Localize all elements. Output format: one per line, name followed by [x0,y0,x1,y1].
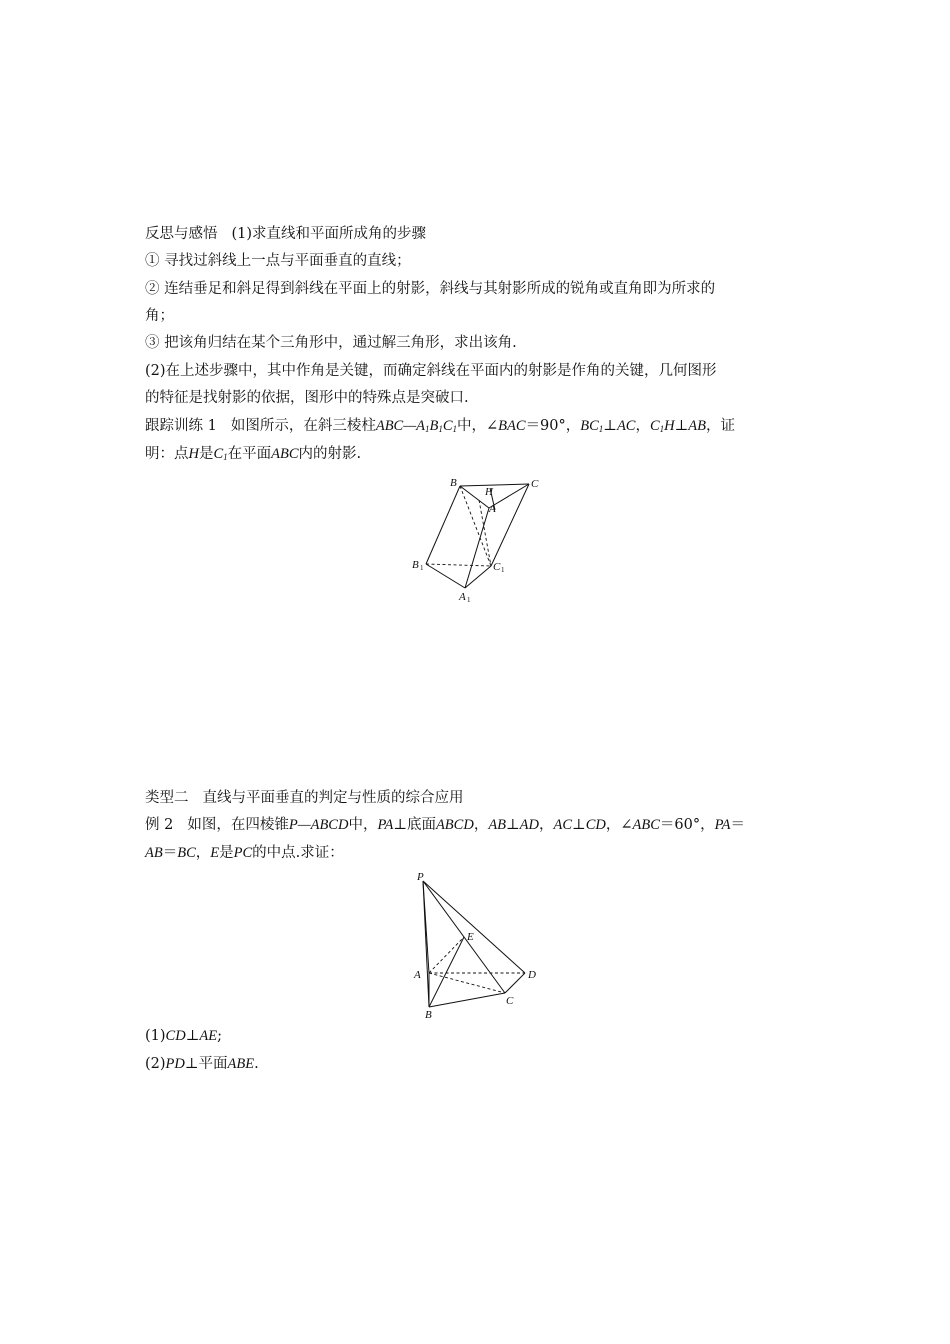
training-line1 [145,416,735,439]
label-B1-sub: 1 [420,564,424,572]
reflection-step2-line1: ② 连结垂足和斜足得到斜线在平面上的射影，斜线与其射影所成的锐角或直角即为所求的 [145,281,716,297]
training-text: 如图所示，在斜三棱柱 [230,418,376,434]
edge-aa1 [465,508,489,588]
example-text: 中， [348,817,378,833]
example-text: ， [539,817,554,833]
angle-name: ABC [632,817,660,833]
training-text: 内的射影. [298,446,362,462]
segment-name: CD [585,817,606,833]
punctuation: . [254,1056,259,1072]
subscript: 1 [659,424,665,434]
example-text: 是 [219,845,234,861]
type2-heading: 类型二 [145,790,189,806]
segment-name: BC [177,845,196,861]
reflection-point2-line1: (2)在上述步骤中，其中作角是关键，而确定斜线在平面内的射影是作角的关键，几何图形 [145,363,717,379]
training-text: 明：点 [145,446,189,462]
label-B1: B [412,559,419,571]
training-label: 跟踪训练 1 [145,418,217,434]
plane-name: ABE [227,1056,255,1072]
segment-name: PA [377,817,394,833]
edge-cc1 [491,484,529,566]
example-text: ＝ [730,817,745,833]
segment-name: AE [199,1028,218,1044]
edge-bb1 [426,486,460,564]
training-text: 中，∠ [457,418,499,434]
training-text: 是 [198,446,214,462]
example-text: ＝60°， [659,817,715,833]
question-number: (2) [145,1056,166,1072]
vertex-label: C [442,418,453,434]
edge-pb [423,881,429,1007]
label-P: P [417,871,424,883]
vertex-label: C [649,418,660,434]
example2-label: 例 2 [145,817,174,833]
subscript: 1 [598,424,604,434]
perp-symbol: ⊥ [506,817,520,833]
segment-name: AD [519,817,540,833]
vertex-label: B [429,418,439,434]
subscript: 1 [438,424,443,434]
example-text: ， [473,817,489,833]
segment-name: PA [714,817,731,833]
segment-name: AC [553,817,573,833]
segment-name: BC [580,418,599,434]
prism-name: ABC—A [375,418,425,434]
label-A1: A [459,591,466,603]
edge-b1a1 [426,564,465,588]
edge-bc [460,484,529,486]
reflection-step1: ① 寻找过斜线上一点与平面垂直的直线； [145,253,411,269]
hidden-edge-ae [429,937,464,973]
perp-symbol: ⊥ [185,1028,200,1044]
plane-name: ABCD [435,817,474,833]
label-H: H [485,486,493,498]
label-C: C [506,995,514,1007]
example-text: ⊥底面 [393,817,436,833]
example-text: 如图，在四棱锥 [187,817,289,833]
label-B: B [425,1009,432,1020]
example-text: ，∠ [605,817,633,833]
subscript: 1 [223,452,228,462]
example-text: ＝ [162,845,178,861]
training-line2 [145,444,361,467]
point-name: E [210,845,220,861]
prism-figure [405,472,550,607]
type2-heading-line [145,788,464,808]
segment-name: AB [488,817,507,833]
segment-name: PC [233,845,253,861]
angle-name: BAC [498,418,526,434]
subscript: 1 [424,424,430,434]
reflection-heading-line [145,224,426,244]
label-B: B [450,477,457,489]
hidden-edge-ac [429,973,505,993]
pyramid-name: P—ABCD [288,817,349,833]
perp-symbol: ⊥ [572,817,586,833]
perp-symbol: ⊥ [603,418,617,434]
reflection-step3: ③ 把该角归结在某个三角形中，通过解三角形，求出该角. [145,335,517,351]
training-text: ，证 [705,418,735,434]
vertex-label: C [213,446,224,462]
edge-be [429,937,464,1007]
example2-line1 [145,815,745,835]
type2-title: 直线与平面垂直的判定与性质的综合应用 [202,790,464,806]
segment-name: AC [616,418,636,434]
vertex-label: H [664,418,675,434]
question-number: (1) [145,1028,166,1044]
training-text: ＝90°， [525,418,581,434]
edge-cd [505,973,525,993]
perp-symbol: ⊥ [674,418,689,434]
reflection-point1-title: (1)求直线和平面所成角的步骤 [231,226,427,242]
pyramid-figure [405,868,545,1020]
reflection-point2-line2: 的特征是找射影的依据，图形中的特殊点是突破口. [145,390,469,406]
label-C1: C [493,561,501,573]
label-C: C [531,478,539,490]
reflection-step2-line2: 角； [145,308,174,324]
reflection-heading: 反思与感悟 [145,226,218,242]
question-1 [145,1026,222,1046]
hidden-edge-b1c1 [426,564,491,566]
label-A: A [489,503,496,515]
perp-plane-text: ⊥平面 [184,1056,228,1072]
edge-pd [423,881,525,973]
label-E: E [467,931,474,943]
segment-name: AB [145,845,163,861]
label-D: D [528,969,536,981]
training-text: 在平面 [227,446,272,462]
label-A1-sub: 1 [467,596,471,604]
label-A: A [414,969,421,981]
example2-line2 [145,843,344,863]
segment-name: PD [165,1056,185,1072]
punctuation: ; [217,1028,222,1044]
edge-bc [429,993,505,1007]
label-C1-sub: 1 [501,566,505,574]
training-text: ， [635,418,650,434]
segment-name: AB [688,418,706,434]
subscript: 1 [452,424,458,434]
segment-name: CD [165,1028,186,1044]
example-text: ， [195,845,211,861]
edge-a1c1 [465,566,491,588]
example-text: 的中点.求证： [252,845,344,861]
question-2 [145,1054,259,1074]
vertex-label: H [188,446,199,462]
plane-name: ABC [271,446,299,462]
